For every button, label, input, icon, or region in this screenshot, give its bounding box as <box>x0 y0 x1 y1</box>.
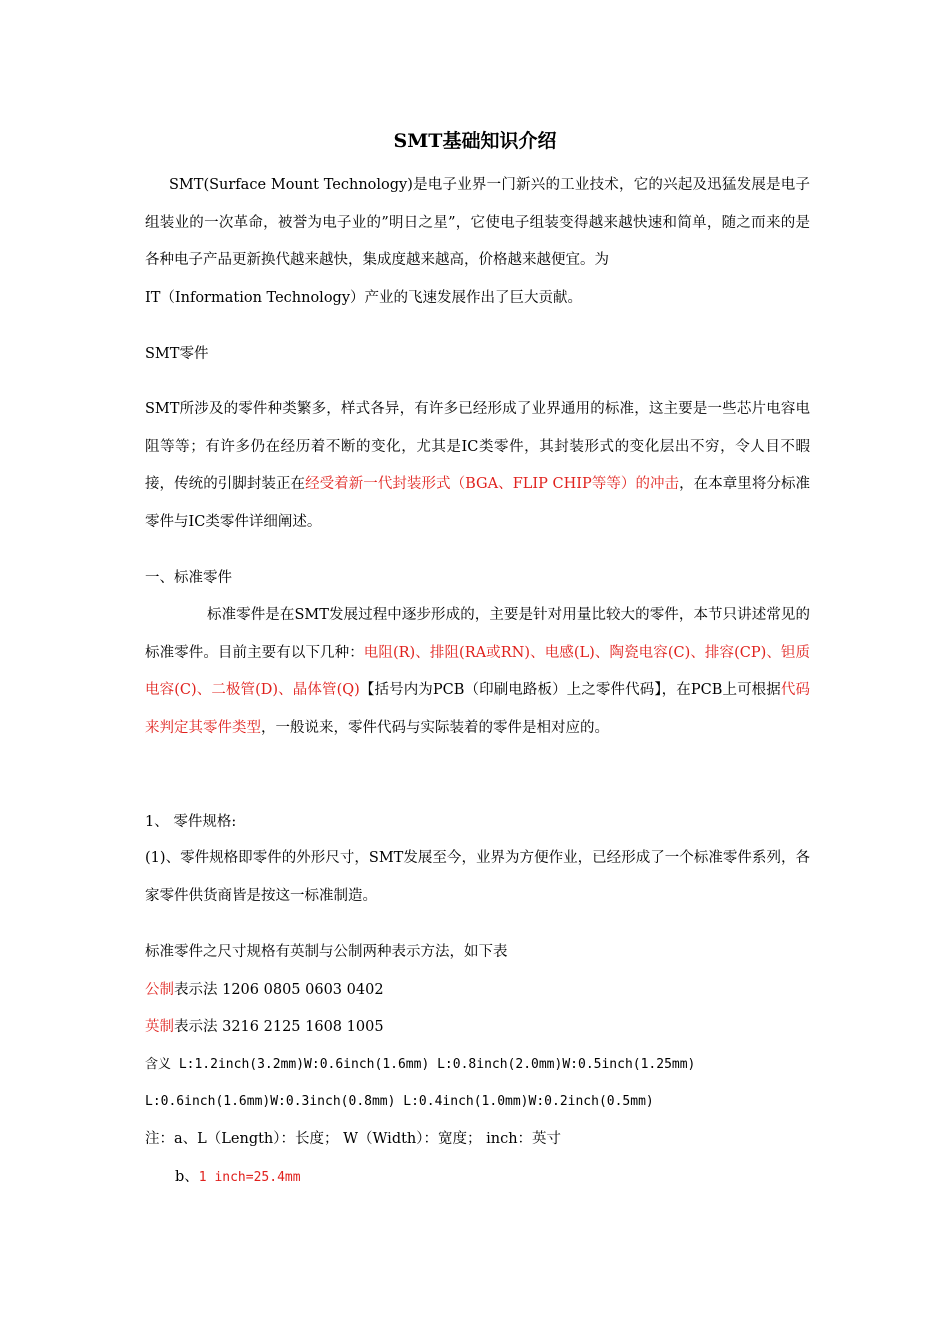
standard-parts-paragraph <box>145 597 810 747</box>
smt-parts-text-end: ，在本章里将分标准零件与IC类零件详细阐述。 <box>145 476 811 530</box>
intro-paragraph <box>145 167 810 317</box>
intro-text: SMT(Surface Mount Technology)是电子业界一门新兴的工业技术，它的兴起及迅猛发展是电子组装业的一次革命，被誉为电子业的”明日之星”，它使电子组装变得越来越快速和简单，随之而来的是各种电子产品更新换代越来越快，集成度越来越高，价格越来越便宜。为 <box>145 177 810 268</box>
spec-paragraph: (1)、零件规格即零件的外形尺寸，SMT发展至今，业界为方便作业，已经形成了一个标准零件系列，各家零件供货商皆是按这一标准制造。 <box>145 850 810 904</box>
meaning-row-1: 含义 L:1.2inch(3.2mm)W:0.6inch(1.6mm) L:0.8inch(2.0mm)W:0.5inch(1.25mm) <box>145 1057 696 1072</box>
spec-heading: 1、 零件规格: <box>145 814 237 830</box>
note-b <box>175 1167 840 1188</box>
smt-parts-heading: SMT零件 <box>145 346 209 362</box>
standard-parts-list: 电阻(R)、排阻(RA或RN)、电感(L)、陶瓷电容(C)、排容(CP)、钽质电容(C)、二极管(D)、晶体管(Q) <box>145 644 810 698</box>
meaning-row-2: L:0.6inch(1.6mm)W:0.3inch(0.8mm) L:0.4inch(1.0mm)W:0.2inch(0.5mm) <box>145 1094 654 1109</box>
imperial-label: 英制 <box>145 1019 174 1035</box>
metric-label: 公制 <box>145 982 174 998</box>
smt-parts-paragraph <box>145 391 810 541</box>
standard-text-1: 标准零件是在SMT发展过程中逐步形成的，主要是针对用量比较大的零件，本节只讲述常见的标准零件。目前主要有以下几种： <box>145 607 810 661</box>
metric-row <box>145 980 810 1000</box>
standard-parts-heading: 一、标准零件 <box>145 570 232 586</box>
metric-values: 表示法 1206 0805 0603 0402 <box>174 982 384 998</box>
standard-code-highlight: 代码来判定其零件类型 <box>145 682 810 736</box>
smt-parts-text: SMT所涉及的零件种类繁多，样式各异，有许多已经形成了业界通用的标准，这主要是一些芯片电容电阻等等；有许多仍在经历着不断的变化，尤其是IC类零件，其封装形式的变化层出不穷，令人目不暇接，传统的引脚封装正在 <box>145 401 810 492</box>
note-a: 注：a、L（Length）：长度； W（Width）：宽度； inch：英寸 <box>145 1131 562 1147</box>
size-table-intro: 标准零件之尺寸规格有英制与公制两种表示方法，如下表 <box>145 944 508 960</box>
smt-parts-highlight: 经受着新一代封装形式（BGA、FLIP CHIP等等）的冲击 <box>305 476 680 492</box>
standard-text-3: ，一般说来，零件代码与实际装着的零件是相对应的。 <box>261 719 609 736</box>
intro-text-end: IT（Information Technology）产业的飞速发展作出了巨大贡献。 <box>145 289 583 306</box>
imperial-row <box>145 1017 810 1037</box>
note-b-value: 1 inch=25.4mm <box>198 1170 301 1185</box>
note-b-prefix: b、 <box>175 1169 199 1185</box>
standard-text-2: 【括号内为PCB（印刷电路板）上之零件代码】，在PCB上可根据 <box>359 682 781 698</box>
imperial-values: 表示法 3216 2125 1608 1005 <box>174 1019 384 1035</box>
page-title: SMT基础知识介绍 <box>393 130 557 152</box>
